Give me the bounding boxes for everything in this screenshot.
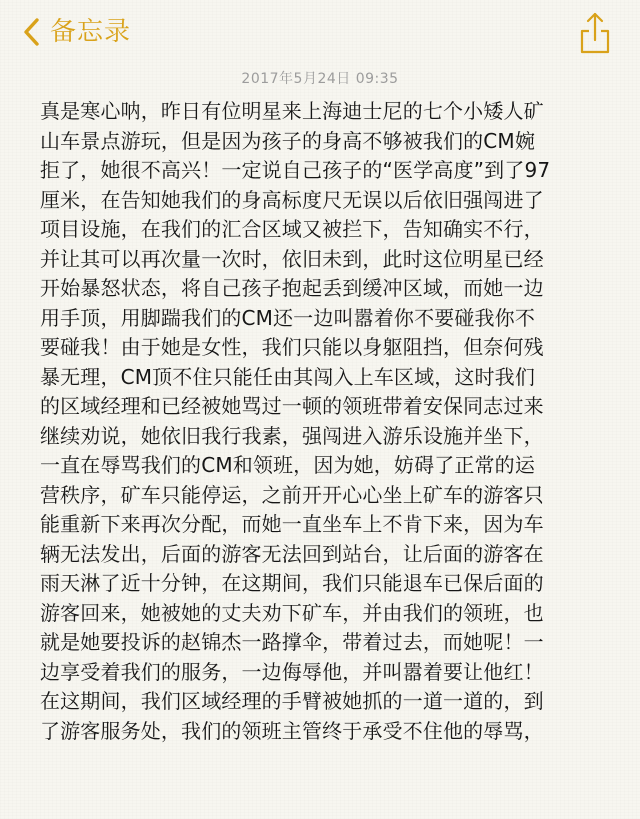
- note-line: 在这期间，我们区域经理的手臂被她抓的一道一道的，到: [40, 689, 544, 713]
- note-line: 项目设施，在我们的汇合区域又被拦下，告知确实不行，: [40, 217, 544, 241]
- note-line: 能重新下来再次分配，而她一直坐车上不肯下来，因为车: [40, 512, 544, 536]
- note-line: 游客回来，她被她的丈夫劝下矿车，并由我们的领班，也: [40, 600, 544, 625]
- note-line: 雨天淋了近十分钟，在这期间，我们只能退车已保后面的: [40, 571, 544, 595]
- note-line: 的区域经理和已经被她骂过一顿的领班带着安保同志过来: [40, 394, 544, 418]
- navigation-bar: [0, 0, 640, 64]
- note-line: 开始暴怒状态，将自己孩子抱起丢到缓冲区域，而她一边: [40, 276, 544, 300]
- note-line: 要碰我！由于她是女性，我们只能以身躯阻挡，但奈何残: [40, 335, 544, 359]
- note-line: 一直在辱骂我们的CM和领班，因为她，妨碍了正常的运: [40, 453, 535, 477]
- note-line: 真是寒心呐，昨日有位明星来上海迪士尼的七个小矮人矿: [40, 99, 544, 123]
- note-timestamp: 2017年5月24日 09:35: [241, 71, 399, 87]
- note-line: 了游客服务处，我们的领班主管终于承受不住他的辱骂，: [40, 718, 544, 743]
- back-button[interactable]: [22, 14, 131, 50]
- note-body[interactable]: [40, 97, 606, 746]
- note-line: 拒了，她很不高兴！一定说自己孩子的“医学高度”到了97: [40, 158, 551, 182]
- note-line: 用手顶，用脚踹我们的CM还一边叫嚣着你不要碰我你不: [40, 305, 535, 330]
- note-line: 营秩序，矿车只能停运，之前开开心心坐上矿车的游客只: [40, 482, 544, 507]
- note-line: 山车景点游玩，但是因为孩子的身高不够被我们的CM婉: [40, 128, 535, 153]
- share-button[interactable]: [580, 10, 610, 54]
- share-icon: [580, 10, 610, 54]
- back-button-label: 备忘录: [50, 17, 132, 47]
- note-line: 并让其可以再次量一次时，依旧未到，此时这位明星已经: [40, 246, 544, 271]
- note-line: 边享受着我们的服务，一边侮辱他，并叫嚣着要让他红！: [40, 659, 544, 684]
- note-line: 辆无法发出，后面的游客无法回到站台，让后面的游客在: [40, 541, 544, 566]
- note-line: 厘米，在告知她我们的身高标度尺无误以后依旧强闯进了: [40, 187, 544, 212]
- note-line: 继续劝说，她依旧我行我素，强闯进入游乐设施并坐下，: [40, 423, 544, 448]
- chevron-left-icon: [22, 17, 40, 47]
- note-line: 暴无理，CM顶不住只能任由其闯入上车区域，这时我们: [40, 364, 535, 389]
- note-line: 就是她要投诉的赵锦杰一路撑伞，带着过去，而她呢！一: [40, 630, 544, 654]
